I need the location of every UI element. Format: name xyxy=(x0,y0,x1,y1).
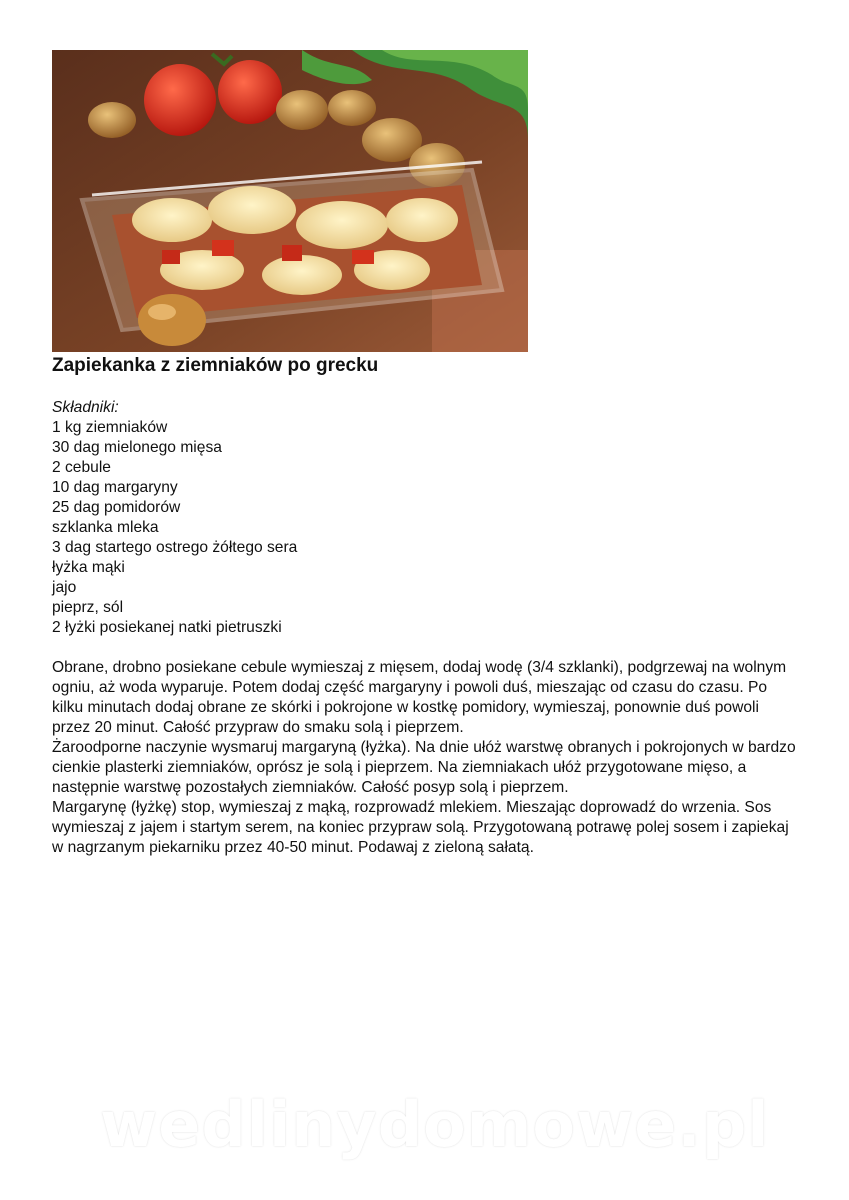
preparation-steps xyxy=(52,658,797,858)
ingredients-label: Składniki: xyxy=(52,399,119,416)
step-paragraph: Obrane, drobno posiekane cebule wymieszaj z mięsem, dodaj wodę (3/4 szklanki), podgrzewaj na wolnym ogniu, aż woda wyparuje. Potem dodaj część margaryny i powoli duś, mieszając od czasu do czasu. Po kilku minutach dodaj obrane ze skórki i pokrojone w kostkę pomidory, wymieszaj, ponownie duś powoli przez 20 minut. Całość przypraw do smaku solą i pieprzem. xyxy=(52,659,787,736)
ingredient-item: pieprz, sól xyxy=(52,599,124,616)
casserole-photo xyxy=(52,50,528,352)
ingredient-item: 30 dag mielonego mięsa xyxy=(52,439,222,456)
ingredient-item: szklanka mleka xyxy=(52,519,159,536)
ingredient-item: 25 dag pomidorów xyxy=(52,499,181,516)
ingredient-item: łyżka mąki xyxy=(52,559,125,576)
recipe-title: Zapiekanka z ziemniaków po grecku xyxy=(52,355,379,376)
site-watermark: wedlinydomowe.pl xyxy=(100,1088,770,1161)
step-paragraph: Margarynę (łyżkę) stop, wymieszaj z mąką, rozprowadź mlekiem. Mieszając doprowadź do wrzenia. Sos wymieszaj z jajem i startym serem, na koniec przypraw solą. Przygotowaną potrawę polej sosem i zapiekaj w nagrzanym piekarniku przez 40-50 minut. Podawaj z zieloną sałatą. xyxy=(52,799,789,856)
ingredient-item: 2 łyżki posiekanej natki pietruszki xyxy=(52,619,282,636)
casserole-illustration xyxy=(52,50,528,352)
recipe-content xyxy=(52,398,797,858)
ingredient-item: 1 kg ziemniaków xyxy=(52,419,168,436)
ingredient-item: 3 dag startego ostrego żółtego sera xyxy=(52,539,298,556)
tomato-icon xyxy=(218,60,282,124)
ingredient-item: 2 cebule xyxy=(52,459,111,476)
ingredient-item: jajo xyxy=(52,579,77,596)
step-paragraph: Żaroodporne naczynie wysmaruj margaryną (łyżka). Na dnie ułóż warstwę obranych i pokrojonych w bardzo cienkie plasterki ziemniaków, oprósz je solą i pieprzem. Na ziemniakach ułóż przygotowane mięso, a następnie warstwę pozostałych ziemniaków. Całość posyp solą i pieprzem. xyxy=(52,739,796,796)
ingredient-item: 10 dag margaryny xyxy=(52,479,178,496)
ingredients-list xyxy=(52,418,797,638)
tomato-icon xyxy=(144,64,216,136)
